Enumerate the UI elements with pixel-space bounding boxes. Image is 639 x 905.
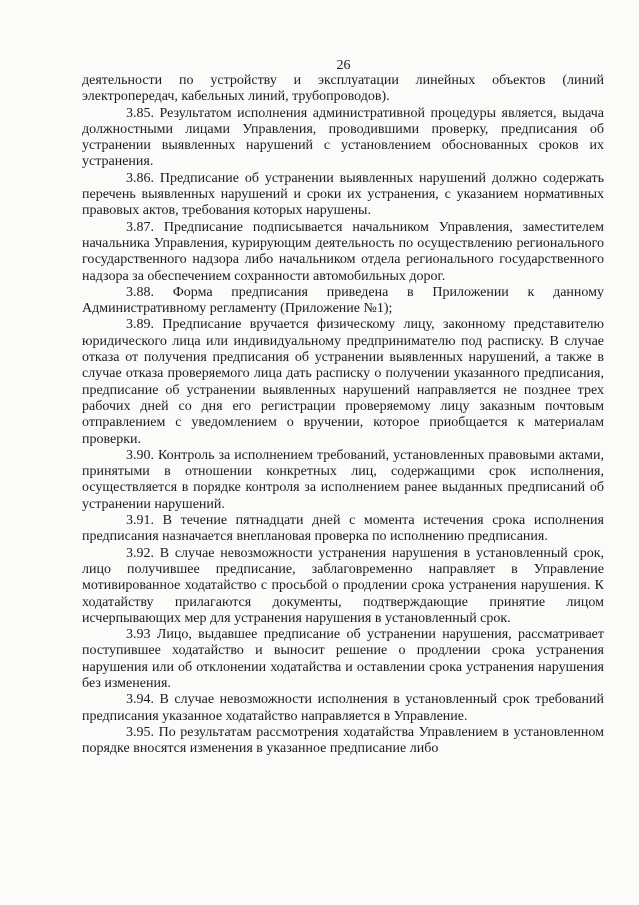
paragraph-3-94: 3.94. В случае невозможности исполнения в установленный срок требований предписания указанное ходатайство направляется в Управление. [82,692,604,724]
paragraph-3-88: 3.88. Форма предписания приведена в Приложении к данному Административному регламенту (Приложение №1); [82,284,604,317]
paragraph-3-87: 3.87. Предписание подписывается начальником Управления, заместителем начальника Управления, курирующим деятельность по осуществлению регионального государственного надзора либо начальником отдела регионального государственного надзора за обеспечением сохранности автомобильных дорог. [82,219,604,284]
page-number: 26 [336,58,351,73]
document-body [82,73,604,757]
paragraph-3-89: 3.89. Предписание вручается физическому лицу, законному представителю юридического лица или индивидуальному предпринимателю под расписку. В случае отказа от получения предписания об устранении выявленных нарушений, а также в случае отказа проверяемого лица дать расписку о получении указанного предписания, предписание об устранении выявленных нарушений направляется не позднее трех рабочих дней со дня его регистрации проверяемому лицу заказным почтовым отправлением с уведомлением о вручении, которое приобщается к материалам проверки. [82,317,604,447]
paragraph-3-90: 3.90. Контроль за исполнением требований, установленных правовыми актами, принятыми в отношении конкретных лиц, содержащими срок исполнения, осуществляется в порядке контроля за исполнением ранее выданных предписаний об устранении нарушений. [82,447,604,512]
paragraph-3-91: 3.91. В течение пятнадцати дней с момента истечения срока исполнения предписания назначается внеплановая проверка по исполнению предписания. [82,513,604,545]
paragraph-3-92: 3.92. В случае невозможности устранения нарушения в установленный срок, лицо получившее предписание, заблаговременно направляет в Управление мотивированное ходатайство с просьбой о продлении срока устранения нарушения. К ходатайству прилагаются документы, подтверждающие принятие лицом исчерпывающих мер для устранения нарушения в установленный срок. [82,545,604,626]
paragraph-3-95: 3.95. По результатам рассмотрения ходатайства Управлением в установленном порядке вносятся изменения в указанное предписание либо [82,724,604,757]
paragraph-3-93: 3.93 Лицо, выдавшее предписание об устранении нарушения, рассматривает поступившее ходатайство и выносит решение о продлении срока устранения нарушения или об отклонении ходатайства и оставлении срока устранения нарушения без изменения. [82,627,604,691]
paragraph-3-85: 3.85. Результатом исполнения административной процедуры является, выдача должностными лицами Управления, проводившими проверку, предписания об устранении выявленных нарушений с установлением обоснованных сроков их устранения. [82,105,604,170]
paragraph-continuation: деятельности по устройству и эксплуатации линейных объектов (линий электропередач, кабельных линий, трубопроводов). [82,73,604,105]
paragraph-3-86: 3.86. Предписание об устранении выявленных нарушений должно содержать перечень выявленных нарушений и сроки их устранения, с указанием нормативных правовых актов, требования которых нарушены. [82,170,604,219]
